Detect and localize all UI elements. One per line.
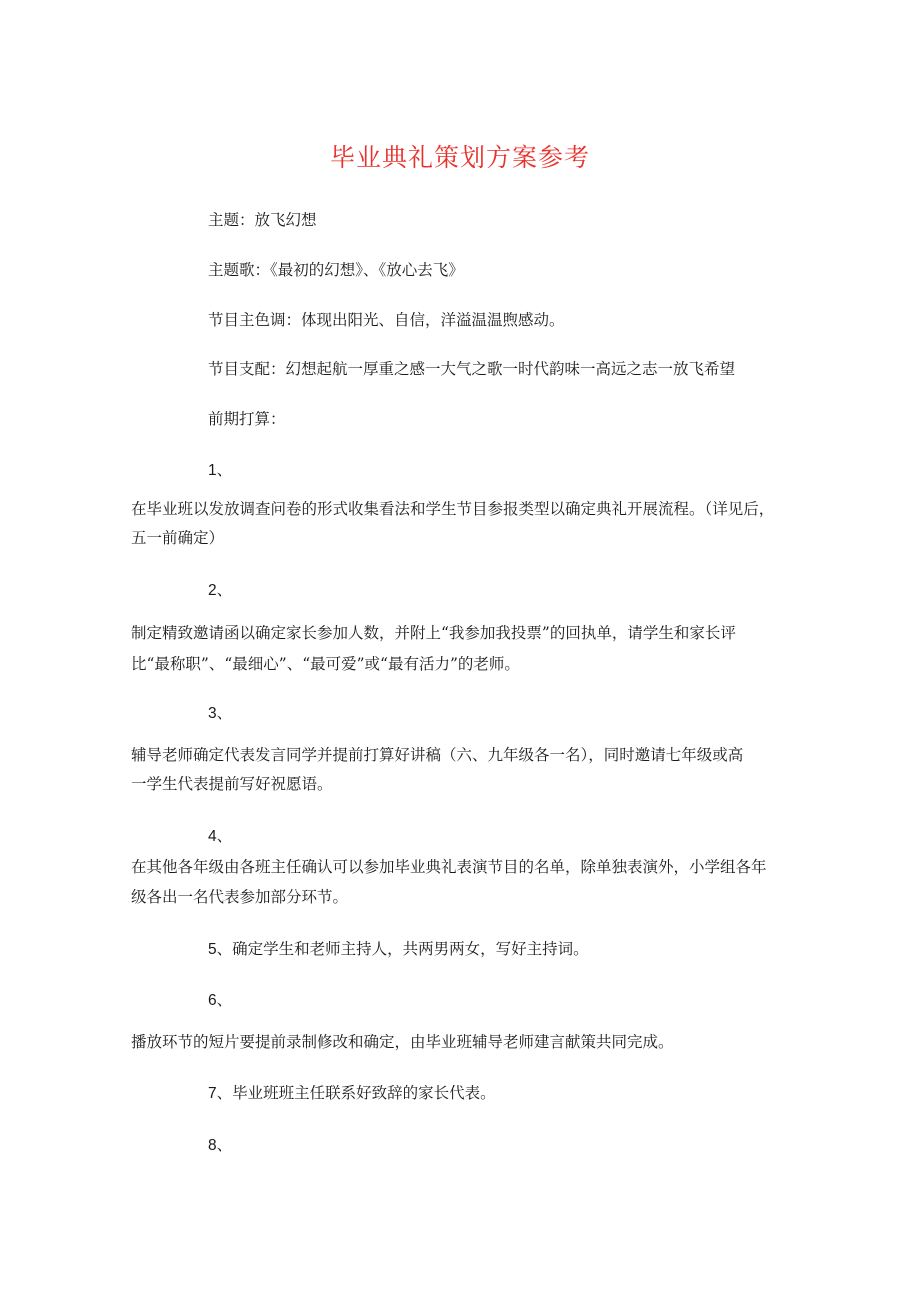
tone-line: 节目主色调：体现出阳光、自信，洋溢温温煦感动。 xyxy=(208,311,565,329)
item-inline-text: 毕业班班主任联系好致辞的家长代表。 xyxy=(232,1084,496,1102)
item-text-line: 一学生代表提前写好祝愿语。 xyxy=(131,775,333,793)
item-text-line: 制定精致邀请函以确定家长参加人数，并附上“我参加我投票”的回执单，请学生和家长评 xyxy=(131,624,736,642)
preparation-heading: 前期打算： xyxy=(208,410,286,428)
item-inline-text: 确定学生和老师主持人，共两男两女，写好主持词。 xyxy=(232,940,589,958)
item-text-line: 比“最称职”、“最细心”、“最可爱”或“最有活力”的老师。 xyxy=(131,655,520,673)
item-number: 7、 xyxy=(208,1085,233,1102)
theme-song-line: 主题歌：《最初的幻想》、《放心去飞》 xyxy=(208,261,464,279)
document-title: 毕业典礼策划方案参考 xyxy=(329,143,590,172)
item-text-line: 五一前确定） xyxy=(131,529,225,547)
item-text-line: 辅导老师确定代表发言同学并提前打算好讲稿（六、九年级各一名），同时邀请七年级或高 xyxy=(131,746,744,764)
item-text-line: 播放环节的短片要提前录制修改和确定，由毕业班辅导老师建言献策共同完成。 xyxy=(131,1033,674,1051)
item-number: 4、 xyxy=(208,828,233,845)
item-text-line: 级各出一名代表参加部分环节。 xyxy=(131,888,349,906)
theme-line: 主题：放飞幻想 xyxy=(208,211,317,229)
program-flow-line: 节目支配：幻想起航一厚重之感一大气之歌一时代韵味一高远之志一放飞希望 xyxy=(208,360,736,378)
item-inline-line xyxy=(208,938,589,961)
item-text-line: 在其他各年级由各班主任确认可以参加毕业典礼表演节目的名单，除单独表演外，小学组各年 xyxy=(131,858,767,876)
item-text-line: 在毕业班以发放调查问卷的形式收集看法和学生节目参报类型以确定典礼开展流程。（详见后， xyxy=(131,500,775,518)
item-number: 1、 xyxy=(208,462,233,479)
item-number: 2、 xyxy=(208,582,233,599)
item-number: 5、 xyxy=(208,941,233,958)
item-number: 6、 xyxy=(208,992,233,1009)
item-inline-line xyxy=(208,1082,496,1105)
item-number: 3、 xyxy=(208,705,233,722)
item-number: 8、 xyxy=(208,1137,233,1154)
